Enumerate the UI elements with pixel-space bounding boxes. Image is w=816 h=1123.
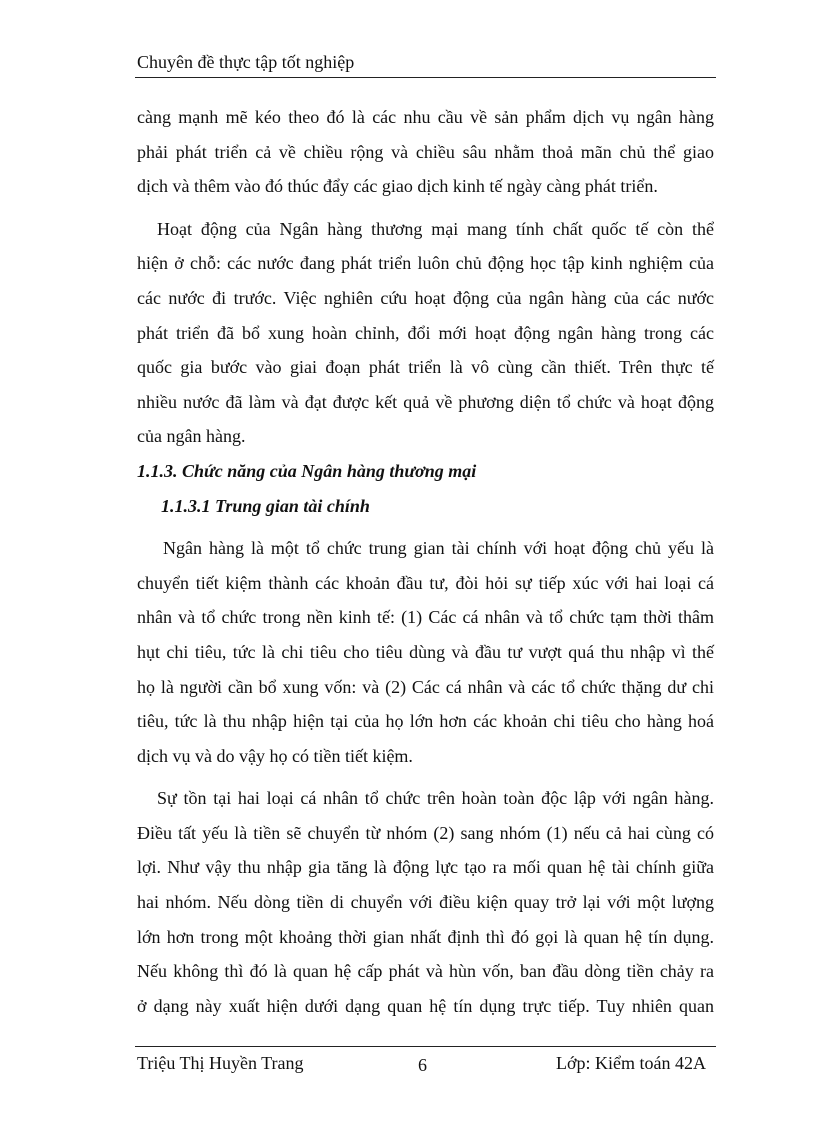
- paragraph-4: [137, 781, 714, 1023]
- text-line: Sự tồn tại hai loại cá nhân tổ chức trên hoàn toàn độc lập với ngân hàng.: [157, 788, 714, 809]
- text-line: tiêu, tức là thu nhập hiện tại của họ lớn hơn các khoản chi tiêu cho hàng hoá: [137, 711, 714, 732]
- text-line: hai nhóm. Nếu dòng tiền di chuyển với điều kiện quay trở lại với một lượng: [137, 892, 714, 913]
- paragraph-1: [137, 100, 714, 204]
- footer-divider: [135, 1046, 716, 1047]
- text-line: phát triển đã bổ xung hoàn chỉnh, đổi mới hoạt động ngân hàng trong các: [137, 322, 714, 343]
- document-body: [137, 100, 714, 1023]
- text-line: chuyển tiết kiệm thành các khoản đầu tư, đòi hỏi sự tiếp xúc với hai loại cá: [137, 572, 714, 593]
- text-line: Ngân hàng là một tổ chức trung gian tài chính với hoạt động chủ yếu là: [163, 538, 714, 559]
- text-line: của ngân hàng.: [137, 426, 246, 447]
- paragraph-2: [137, 212, 714, 454]
- page-number: 6: [418, 1055, 427, 1075]
- text-line: quốc gia bước vào giai đoạn phát triển là vô cùng cần thiết. Trên thực tế: [137, 357, 714, 378]
- footer-author: Triệu Thị Huyền Trang: [137, 1053, 304, 1073]
- text-line: Hoạt động của Ngân hàng thương mại mang tính chất quốc tế còn thể: [157, 218, 714, 239]
- text-line: lợi. Như vậy thu nhập gia tăng là động lực tạo ra mối quan hệ tài chính giữa: [137, 857, 714, 878]
- text-line: hiện ở chỗ: các nước đang phát triển luôn chủ động học tập kinh nghiệm của: [137, 253, 714, 274]
- text-line: ở dạng này xuất hiện dưới dạng quan hệ tín dụng trực tiếp. Tuy nhiên quan: [137, 995, 714, 1016]
- section-heading: 1.1.3. Chức năng của Ngân hàng thương mại: [137, 460, 477, 481]
- text-line: hụt chi tiêu, tức là chi tiêu cho tiêu dùng và đầu tư vượt quá thu nhập vì thế: [137, 641, 714, 662]
- text-line: nhiều nước đã làm và đạt được kết quả về phương diện tổ chức và hoạt động: [137, 391, 714, 412]
- footer-class: Lớp: Kiểm toán 42A: [556, 1053, 706, 1073]
- text-line: lớn hơn trong một khoảng thời gian nhất định thì đó gọi là quan hệ tín dụng.: [137, 926, 714, 947]
- paragraph-3: [137, 531, 714, 773]
- text-line: Nếu không thì đó là quan hệ cấp phát và hùn vốn, ban đầu dòng tiền chảy ra: [137, 961, 714, 982]
- text-line: Điều tất yếu là tiền sẽ chuyển từ nhóm (2) sang nhóm (1) nếu cả hai cùng có: [137, 822, 714, 843]
- subsection-heading: 1.1.3.1 Trung gian tài chính: [161, 495, 370, 516]
- header-divider: [135, 77, 716, 78]
- text-line: các nước đi trước. Việc nghiên cứu hoạt động của ngân hàng của các nước: [137, 287, 714, 308]
- text-line: dịch vụ và do vậy họ có tiền tiết kiệm.: [137, 745, 413, 766]
- text-line: phải phát triển cả về chiều rộng và chiều sâu nhằm thoả mãn chủ thể giao: [137, 141, 714, 162]
- page-header-title: Chuyên đề thực tập tốt nghiệp: [137, 52, 355, 72]
- text-line: họ là người cần bổ xung vốn: và (2) Các cá nhân và các tổ chức thặng dư chi: [137, 676, 714, 697]
- text-line: nhân và tổ chức trong nền kinh tế: (1) Các cá nhân và tổ chức tạm thời thâm: [137, 607, 714, 628]
- text-line: dịch và thêm vào đó thúc đẩy các giao dịch kinh tế ngày càng phát triển.: [137, 176, 658, 197]
- text-line: càng mạnh mẽ kéo theo đó là các nhu cầu về sản phẩm dịch vụ ngân hàng: [137, 107, 714, 127]
